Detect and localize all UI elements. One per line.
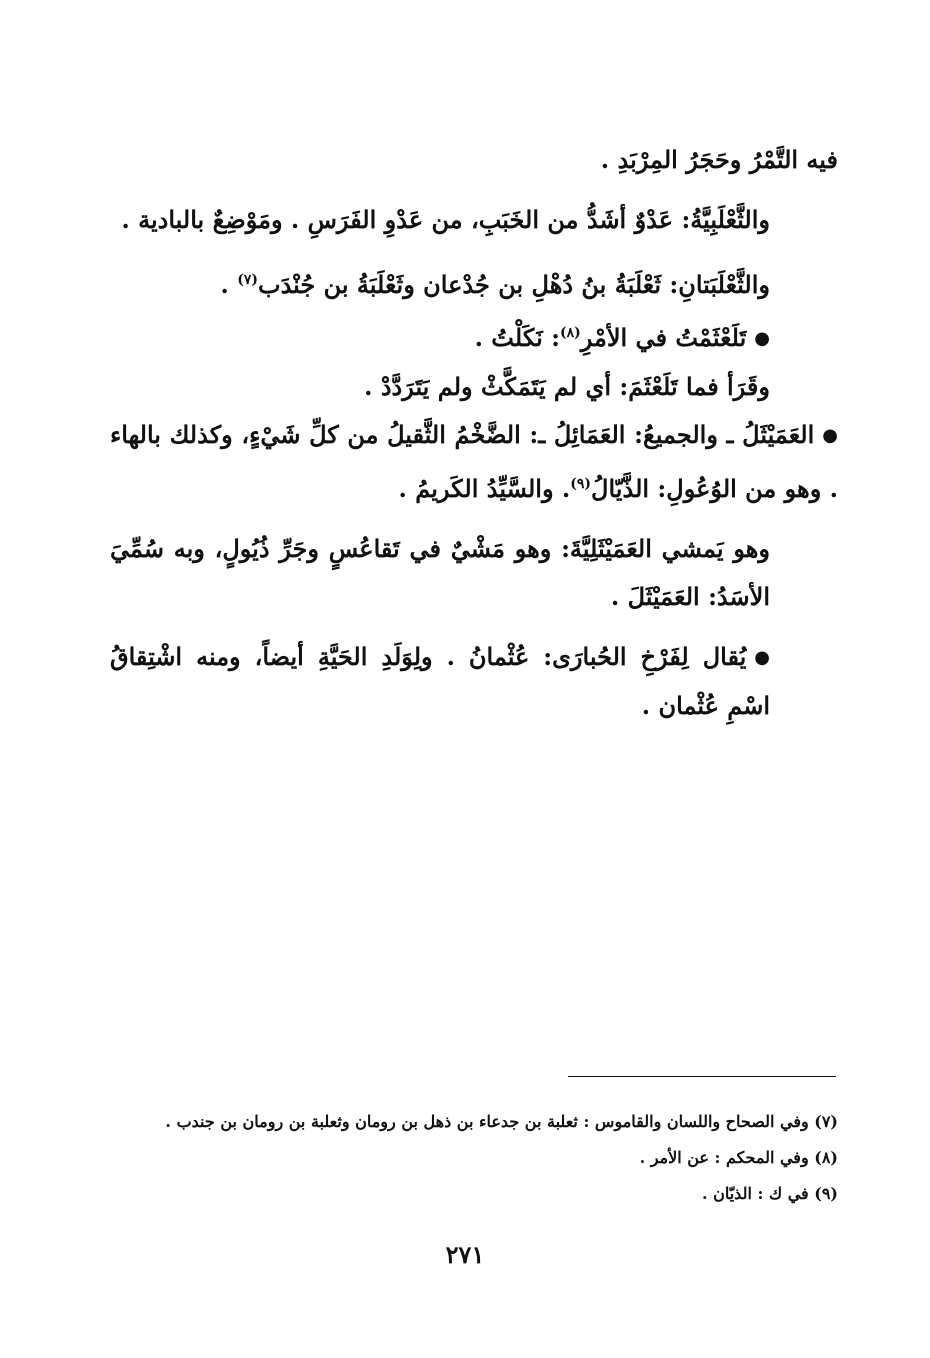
paragraph-text: فيه التَّمْرُ وحَجَرُ المِرْبَدِ . [600,145,838,174]
paragraph-tail: : نَكَلْتُ . [474,323,560,352]
paragraph-text: وقَرَأ فما تَلَعْثَمَ: أي لم يَتَمَكَّثْ ولم يَتَرَدَّدْ . [364,372,770,401]
footnote: (٩) في ك : الذيّان . [701,1184,838,1203]
paragraph-text: تَلَعْثَمْتُ في الأمْرِ [580,323,747,352]
paragraph-tail: . [220,270,238,299]
footnote: (٨) وفي المحكم : عن الأمر . [639,1148,838,1167]
footnotes [60,1104,838,1212]
main-text [110,136,838,730]
paragraph-tail: . والسَّيِّدُ الكَريمُ . [398,474,571,503]
paragraph-text: والثَّعْلَبَتانِ: ثَعْلَبَةُ بنُ دُهْلِ بن جُدْعان وثَعْلَبَةُ بن جُنْدَب [257,270,770,299]
bullet-icon: ● [822,425,838,446]
paragraph [110,256,838,309]
paragraph [110,363,838,411]
paragraph [110,525,838,621]
bullet-icon: ● [754,647,770,668]
paragraph-text: والثَّعْلَبِيَّةُ: عَدْوٌ أشَدُّ من الخَبَبِ، من عَدْوِ الفَرَسِ . ومَوْضِعٌ بالبادية . [121,205,770,234]
paragraph-text: يُقال لِفَرْخِ الحُبارَى: عُثْمانُ . ولِوَلَدِ الحَيَّةِ أيضاً، ومنه اشْتِقاقُ اسْمِ عُثْمان . [110,642,770,720]
paragraph-text: وهو يَمشي العَمَيْثَلِيَّةَ: وهو مَشْيٌ في تَقاعُسٍ وجَرِّ ذُيُولٍ، وبه سُمِّيَ الأسَدُ: العَمَيْثَلَ . [110,534,770,611]
paragraph [110,309,838,363]
footnote-ref: (٧) [237,272,258,288]
bullet-icon: ● [754,328,770,349]
paragraph [110,633,838,730]
footnote-divider [568,1076,836,1077]
paragraph [110,411,838,513]
paragraph-text: العَمَيْثَلُ ـ والجميعُ: العَمَائِلُ ـ: الضَّخْمُ الثَّقيلُ من كلِّ شَيْءٍ، وكذلك بالهاء . وهو من الوُعُولِ: الذَّيّالُ [110,420,838,503]
page-number: ٢٧١ [445,1240,485,1269]
paragraph [110,196,838,244]
footnote: (٧) وفي الصحاح واللسان والقاموس : ثعلبة بن جدعاء بن ذهل بن رومان وثعلبة بن رومان بن جندب . [165,1112,838,1131]
paragraph [110,136,838,184]
footnote-ref: (٩) [570,476,592,492]
footnote-ref: (٨) [559,325,581,341]
